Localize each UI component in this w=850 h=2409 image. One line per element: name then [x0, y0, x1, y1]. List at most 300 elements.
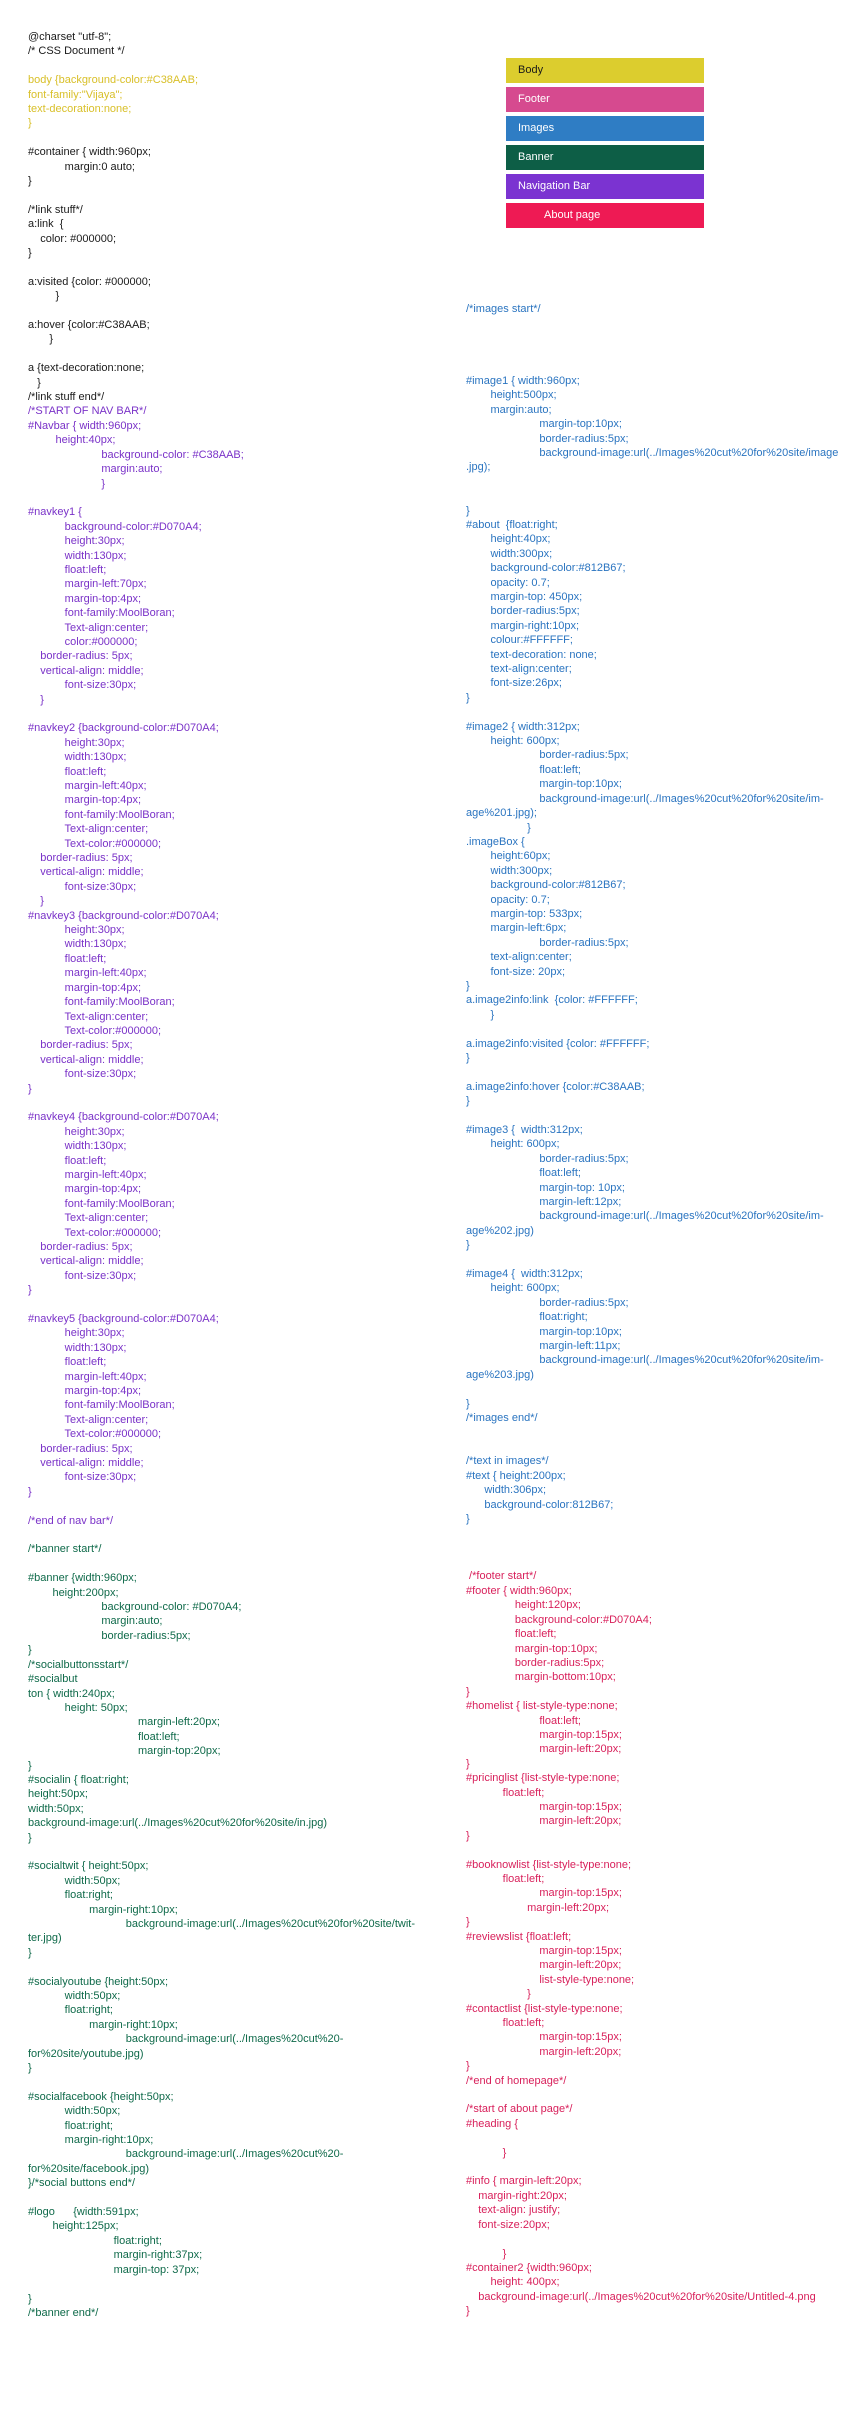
code-line: background-image:url(../Images%20cut%20for%20site/in.jpg): [28, 1817, 327, 1830]
code-line: }: [28, 2292, 32, 2305]
code-line: a.image2info:link {color: #FFFFFF;: [466, 994, 638, 1007]
code-line: }: [466, 2305, 470, 2318]
code-line: font-size:30px;: [28, 1269, 137, 1282]
code-line: #navkey1 {: [28, 506, 82, 519]
code-line: margin-top:10px;: [466, 1642, 598, 1655]
code-line: font-family:MoolBoran;: [28, 808, 175, 821]
code-line: }: [466, 1052, 470, 1064]
code-line: width:300px;: [466, 547, 553, 560]
code-line: font-size:30px;: [28, 880, 137, 893]
code-line: [466, 1843, 850, 1857]
code-line: /*end of nav bar*/: [28, 1514, 114, 1527]
code-line: font-family:MoolBoran;: [28, 1197, 175, 1210]
code-line: #navkey2 {background-color:#D070A4;: [28, 722, 219, 735]
code-line: #banner {width:960px;: [28, 1572, 137, 1585]
code-line: /*start of about page*/: [466, 2103, 573, 2116]
code-line: [466, 331, 850, 345]
code-line: }: [28, 333, 54, 346]
color-legend: [506, 58, 704, 232]
code-line: }: [28, 175, 32, 188]
code-line: border-radius: 5px;: [28, 1039, 133, 1052]
code-line: for%20site/youtube.jpg): [28, 2047, 144, 2060]
code-line: [466, 1253, 850, 1267]
code-line: #image4 { width:312px;: [466, 1268, 583, 1281]
code-line: font-family:MoolBoran;: [28, 1399, 175, 1412]
code-line: font-size:30px;: [28, 679, 137, 692]
code-line: a.image2info:hover {color:#C38AAB;: [466, 1080, 645, 1093]
css-code-right-column: [466, 302, 850, 2319]
code-line: [466, 1426, 850, 1440]
code-line: width:130px;: [28, 938, 127, 951]
code-line: margin:auto;: [28, 1615, 163, 1628]
code-line: }: [28, 290, 60, 303]
code-line: margin-left:40px;: [28, 967, 147, 980]
code-line: width:50px;: [28, 1802, 84, 1815]
code-line: height: 50px;: [28, 1701, 128, 1714]
code-line: Text-color:#000000;: [28, 1024, 162, 1037]
code-line: age%201.jpg);: [466, 807, 537, 820]
code-line: /*images end*/: [466, 1412, 538, 1425]
code-line: [466, 489, 850, 503]
code-line: float:left;: [466, 763, 581, 776]
code-line: margin-top: 37px;: [28, 2263, 200, 2276]
code-line: }: [466, 1239, 470, 1252]
code-line: background-image:url(../Images%20cut%20for%20site/Untitled-4.png: [466, 2290, 816, 2303]
code-line: font-size:26px;: [466, 677, 562, 690]
code-line: height:30px;: [28, 924, 125, 937]
code-line: a:hover {color:#C38AAB;: [28, 319, 150, 332]
code-line: width:130px;: [28, 1140, 127, 1153]
code-line: [28, 491, 460, 505]
code-line: margin:auto;: [466, 403, 552, 416]
code-line: text-decoration:none;: [28, 103, 132, 116]
code-line: [28, 2277, 460, 2291]
code-line: background-color:#D070A4;: [466, 1613, 652, 1626]
code-line: opacity: 0.7;: [466, 893, 550, 906]
code-line: #socialfacebook {height:50px;: [28, 2090, 174, 2103]
code-line: /*end of homepage*/: [466, 2074, 567, 2087]
code-line: font-family:MoolBoran;: [28, 996, 175, 1009]
code-line: background-color:#812B67;: [466, 879, 626, 892]
code-line: }: [466, 691, 470, 704]
code-line: }: [466, 821, 531, 834]
code-line: #socialbut: [28, 1673, 78, 1686]
code-line: ton { width:240px;: [28, 1687, 115, 1700]
code-line: height:200px;: [28, 1586, 119, 1599]
code-line: }: [466, 1685, 470, 1698]
code-line: background-image:url(../Images%20cut%20for%20site/im-: [466, 792, 824, 805]
code-line: margin-left:11px;: [466, 1340, 621, 1353]
code-line: }: [28, 376, 41, 389]
code-line: margin-top:15px;: [466, 1945, 622, 1958]
code-line: }/*social buttons end*/: [28, 2177, 136, 2190]
code-line: background-color: #C38AAB;: [28, 448, 244, 461]
code-line: font-size: 20px;: [466, 965, 566, 978]
code-line: height: 600px;: [466, 735, 560, 748]
code-line: margin:0 auto;: [28, 160, 135, 173]
code-line: [28, 188, 460, 202]
code-line: margin-top:4px;: [28, 794, 142, 807]
code-line: font-family:"Vijaya";: [28, 88, 123, 101]
code-line: /*banner start*/: [28, 1543, 102, 1556]
code-line: [466, 1555, 850, 1569]
code-line: width:50px;: [28, 1990, 121, 2003]
code-line: margin-top: 10px;: [466, 1181, 625, 1194]
code-line: margin-left:6px;: [466, 922, 567, 935]
code-line: float:left;: [466, 1786, 545, 1799]
code-line: text-decoration: none;: [466, 648, 597, 661]
code-line: [28, 1298, 460, 1312]
code-line: border-radius:5px;: [466, 749, 629, 762]
code-line: height:120px;: [466, 1599, 581, 1612]
code-line: [466, 1022, 850, 1036]
code-line: [28, 260, 460, 274]
code-line: height:125px;: [28, 2220, 119, 2233]
code-line: colour:#FFFFFF;: [466, 634, 573, 647]
code-line: margin-left:40px;: [28, 780, 147, 792]
code-line: vertical-align: middle;: [28, 1255, 144, 1268]
code-line: Text-color:#000000;: [28, 837, 162, 850]
code-line: }: [466, 1988, 531, 2001]
code-line: /* CSS Document */: [28, 45, 125, 58]
code-line: Text-color:#000000;: [28, 1226, 162, 1239]
code-line: #logo {width:591px;: [28, 2206, 139, 2219]
code-line: margin-bottom:10px;: [466, 1671, 616, 1684]
code-line: }: [466, 1829, 470, 1842]
code-line: border-radius:5px;: [28, 1629, 191, 1642]
code-line: [466, 2232, 850, 2246]
code-line: }: [466, 1512, 470, 1525]
code-line: margin-top:20px;: [28, 1745, 221, 1758]
code-line: }: [28, 1284, 32, 1297]
code-line: #socialtwit { height:50px;: [28, 1860, 149, 1873]
code-line: #reviewslist {float:left;: [466, 1930, 572, 1943]
code-line: height:30px;: [28, 736, 125, 749]
code-line: #contactlist {list-style-type:none;: [466, 2002, 623, 2015]
code-line: float:right;: [28, 2119, 113, 2132]
code-line: }: [466, 1397, 470, 1410]
code-line: }: [28, 1082, 32, 1095]
code-line: margin-top:4px;: [28, 592, 142, 605]
code-line: margin-right:10px;: [28, 1903, 178, 1916]
code-line: margin-top:4px;: [28, 1385, 142, 1398]
code-line: height:30px;: [28, 1327, 125, 1340]
code-line: /*banner end*/: [28, 2306, 99, 2319]
code-line: margin-top:10px;: [466, 1325, 622, 1338]
code-line: background-color: #D070A4;: [28, 1601, 242, 1614]
code-line: }: [28, 477, 106, 490]
code-line: a:visited {color: #000000;: [28, 275, 151, 288]
code-line: border-radius:5px;: [466, 936, 629, 949]
code-line: a.image2info:visited {color: #FFFFFF;: [466, 1037, 650, 1050]
code-line: #navkey4 {background-color:#D070A4;: [28, 1111, 219, 1124]
legend-item-images: Images: [506, 116, 704, 141]
code-line: border-radius:5px;: [466, 1152, 629, 1165]
code-line: #booknowlist {list-style-type:none;: [466, 1858, 632, 1871]
code-line: margin:auto;: [28, 463, 163, 476]
code-line: }: [28, 2062, 32, 2075]
code-line: [28, 1557, 460, 1571]
code-line: /*text in images*/: [466, 1455, 549, 1468]
code-line: }: [28, 1759, 32, 1772]
code-line: [466, 345, 850, 359]
code-line: margin-top: 533px;: [466, 907, 583, 920]
code-line: margin-left:20px;: [28, 1716, 220, 1729]
code-line: float:left;: [28, 563, 107, 576]
code-line: width:306px;: [466, 1484, 547, 1497]
code-line: height: 600px;: [466, 1138, 560, 1151]
code-line: float:left;: [28, 952, 107, 965]
code-line: height:50px;: [28, 1788, 88, 1801]
code-line: [28, 2191, 460, 2205]
legend-item-body: Body: [506, 58, 704, 83]
code-line: }: [28, 1485, 32, 1498]
code-line: margin-right:37px;: [28, 2249, 203, 2262]
code-line: float:right;: [28, 2234, 162, 2247]
code-line: background-image:url(../Images%20cut%20-: [28, 2033, 344, 2046]
code-line: a:link {: [28, 218, 64, 231]
code-line: }: [28, 247, 32, 260]
code-line: border-radius: 5px;: [28, 1240, 133, 1253]
code-line: height:500px;: [466, 389, 557, 402]
code-line: vertical-align: middle;: [28, 1457, 144, 1470]
code-line: }: [466, 979, 470, 992]
code-line: float:left;: [466, 1873, 545, 1885]
code-line: #pricinglist {list-style-type:none;: [466, 1772, 620, 1785]
code-line: Text-align:center;: [28, 1413, 149, 1426]
code-line: margin-right:10px;: [28, 2018, 178, 2031]
code-line: font-size:30px;: [28, 1068, 137, 1081]
code-line: #image3 { width:312px;: [466, 1124, 583, 1136]
code-line: [466, 1065, 850, 1079]
code-line: [28, 59, 460, 73]
code-line: Text-align:center;: [28, 823, 149, 836]
code-line: height:30px;: [28, 535, 125, 548]
code-line: }: [28, 1831, 32, 1844]
legend-item-navigation-bar: Navigation Bar: [506, 174, 704, 199]
code-line: @charset "utf-8";: [28, 31, 112, 43]
code-line: /*START OF NAV BAR*/: [28, 405, 147, 418]
code-line: background-color:#D070A4;: [28, 520, 202, 533]
code-line: margin-top: 450px;: [466, 591, 583, 604]
code-line: }: [28, 1644, 32, 1657]
code-line: height:40px;: [28, 434, 116, 447]
code-line: width:50px;: [28, 2105, 121, 2118]
code-line: /*images start*/: [466, 303, 541, 315]
code-line: width:50px;: [28, 1874, 121, 1887]
code-line: width:300px;: [466, 864, 553, 877]
code-line: float:left;: [28, 1356, 107, 1369]
code-line: }: [28, 693, 44, 706]
code-line: [28, 707, 460, 721]
code-line: vertical-align: middle;: [28, 866, 144, 879]
code-line: [28, 131, 460, 145]
code-line: float:left;: [28, 1154, 107, 1167]
code-line: [466, 2131, 850, 2145]
code-line: age%203.jpg): [466, 1368, 534, 1381]
code-line: width:130px;: [28, 751, 127, 764]
code-line: }: [466, 504, 470, 517]
code-line: #image2 { width:312px;: [466, 720, 580, 733]
code-line: margin-left:70px;: [28, 578, 147, 591]
code-line: }: [466, 1008, 495, 1021]
code-line: #navkey3 {background-color:#D070A4;: [28, 909, 219, 922]
code-line: [28, 1096, 460, 1110]
code-line: opacity: 0.7;: [466, 576, 550, 589]
code-line: margin-left:40px;: [28, 1370, 147, 1383]
code-line: height:60px;: [466, 850, 551, 863]
code-line: body {background-color:#C38AAB;: [28, 74, 198, 87]
code-line: [28, 1845, 460, 1859]
code-line: for%20site/facebook.jpg): [28, 2162, 150, 2175]
code-line: #footer { width:960px;: [466, 1584, 572, 1597]
code-line: ter.jpg): [28, 1932, 62, 1945]
code-line: margin-top:15px;: [466, 1800, 622, 1813]
code-line: }: [28, 1946, 32, 1959]
code-line: [466, 1541, 850, 1555]
code-line: [28, 1528, 460, 1542]
code-line: [28, 1960, 460, 1974]
code-line: background-image:url(../Images%20cut%20for%20site/image: [466, 447, 839, 459]
code-line: float:left;: [466, 1167, 581, 1180]
code-line: Text-align:center;: [28, 1010, 149, 1023]
code-line: float:right;: [28, 1889, 113, 1902]
code-line: a {text-decoration:none;: [28, 362, 145, 375]
code-line: float:left;: [466, 1628, 557, 1641]
code-line: margin-left:20px;: [466, 2045, 622, 2058]
code-line: float:left;: [28, 1730, 180, 1743]
code-line: margin-top:15px;: [466, 1887, 622, 1900]
code-line: }: [466, 1757, 470, 1770]
code-line: vertical-align: middle;: [28, 664, 144, 677]
code-line: margin-left:12px;: [466, 1196, 622, 1209]
code-line: background-image:url(../Images%20cut%20for%20site/twit-: [28, 1918, 415, 1930]
code-line: border-radius:5px;: [466, 605, 580, 618]
code-line: width:130px;: [28, 549, 127, 562]
code-line: [466, 2160, 850, 2174]
code-line: float:right;: [28, 2004, 113, 2017]
code-line: color:#000000;: [28, 635, 138, 648]
code-line: margin-top:10px;: [466, 418, 622, 431]
code-line: [28, 347, 460, 361]
code-line: [466, 360, 850, 374]
legend-item-banner: Banner: [506, 145, 704, 170]
code-line: [466, 1109, 850, 1123]
legend-item-about-page: About page: [506, 203, 704, 228]
code-line: margin-top:15px;: [466, 1728, 622, 1741]
code-line: #Navbar { width:960px;: [28, 419, 142, 432]
code-line: [466, 1526, 850, 1540]
code-line: background-image:url(../Images%20cut%20-: [28, 2148, 344, 2161]
code-line: height:40px;: [466, 533, 551, 546]
code-line: /*footer start*/: [466, 1570, 537, 1583]
code-line: height: 600px;: [466, 1282, 560, 1295]
code-line: float:left;: [466, 2017, 545, 2030]
code-line: border-radius:5px;: [466, 1296, 629, 1309]
code-line: float:left;: [466, 1714, 581, 1727]
code-line: border-radius: 5px;: [28, 650, 133, 663]
legend-item-footer: Footer: [506, 87, 704, 112]
code-line: #container { width:960px;: [28, 146, 151, 159]
code-line: background-color:#812B67;: [466, 562, 626, 575]
code-line: margin-right:10px;: [466, 619, 580, 632]
code-line: border-radius: 5px;: [28, 852, 133, 865]
code-line: border-radius:5px;: [466, 1656, 605, 1669]
code-line: background-image:url(../Images%20cut%20for%20site/im-: [466, 1354, 824, 1367]
code-line: margin-right:20px;: [466, 2189, 567, 2202]
code-line: vertical-align: middle;: [28, 1053, 144, 1066]
code-line: float:right;: [466, 1311, 588, 1324]
code-line: #text { height:200px;: [466, 1469, 566, 1482]
code-line: margin-left:20px;: [466, 1815, 622, 1828]
code-line: /*link stuff*/: [28, 203, 83, 216]
code-line: height:30px;: [28, 1125, 125, 1138]
code-line: Text-align:center;: [28, 1212, 149, 1225]
code-line: margin-left:20px;: [466, 1743, 622, 1756]
code-line: [466, 316, 850, 330]
code-line: age%202.jpg): [466, 1224, 534, 1237]
code-line: height: 400px;: [466, 2276, 560, 2289]
code-line: margin-top:10px;: [466, 778, 622, 791]
code-line: }: [28, 895, 44, 908]
code-line: margin-left:40px;: [28, 1168, 147, 1181]
code-line: background-image:url(../Images%20cut%20for%20site/im-: [466, 1210, 824, 1223]
code-line: width:130px;: [28, 1341, 127, 1354]
code-line: border-radius: 5px;: [28, 1442, 133, 1455]
code-line: .imageBox {: [466, 835, 525, 848]
code-line: margin-top:15px;: [466, 2031, 622, 2044]
code-line: /*socialbuttonsstart*/: [28, 1658, 129, 1671]
code-line: }: [28, 117, 32, 130]
code-line: [28, 1499, 460, 1513]
code-line: [28, 304, 460, 318]
code-line: [28, 2075, 460, 2089]
code-line: [466, 1382, 850, 1396]
code-line: #navkey5 {background-color:#D070A4;: [28, 1313, 219, 1325]
code-line: font-size:30px;: [28, 1471, 137, 1484]
code-line: #info { margin-left:20px;: [466, 2175, 582, 2188]
code-line: color: #000000;: [28, 232, 117, 245]
code-line: /*link stuff end*/: [28, 391, 105, 404]
code-line: }: [466, 1095, 470, 1108]
code-line: margin-top:4px;: [28, 1183, 142, 1196]
code-line: [466, 1440, 850, 1454]
code-line: list-style-type:none;: [466, 1973, 635, 1986]
code-line: }: [466, 2247, 507, 2260]
code-line: Text-color:#000000;: [28, 1428, 162, 1441]
code-line: border-radius:5px;: [466, 432, 629, 445]
code-line: [466, 475, 850, 489]
code-line: [466, 2088, 850, 2102]
code-line: }: [466, 2060, 470, 2073]
code-line: }: [466, 1916, 470, 1929]
code-line: #socialyoutube {height:50px;: [28, 1975, 169, 1988]
css-code-left-column: [28, 30, 460, 2320]
code-line: [466, 705, 850, 719]
code-line: #homelist { list-style-type:none;: [466, 1700, 618, 1713]
code-line: #container2 {width:960px;: [466, 2261, 592, 2274]
code-line: font-size:20px;: [466, 2218, 550, 2231]
code-line: text-align:center;: [466, 663, 572, 676]
code-line: Text-align:center;: [28, 621, 149, 634]
code-line: }: [466, 2146, 507, 2159]
code-line: text-align:center;: [466, 951, 572, 964]
code-line: float:left;: [28, 765, 107, 778]
code-line: margin-top:4px;: [28, 981, 142, 994]
code-line: #heading {: [466, 2117, 518, 2130]
code-line: margin-left:20px;: [466, 1901, 610, 1914]
code-line: margin-right:10px;: [28, 2134, 154, 2147]
